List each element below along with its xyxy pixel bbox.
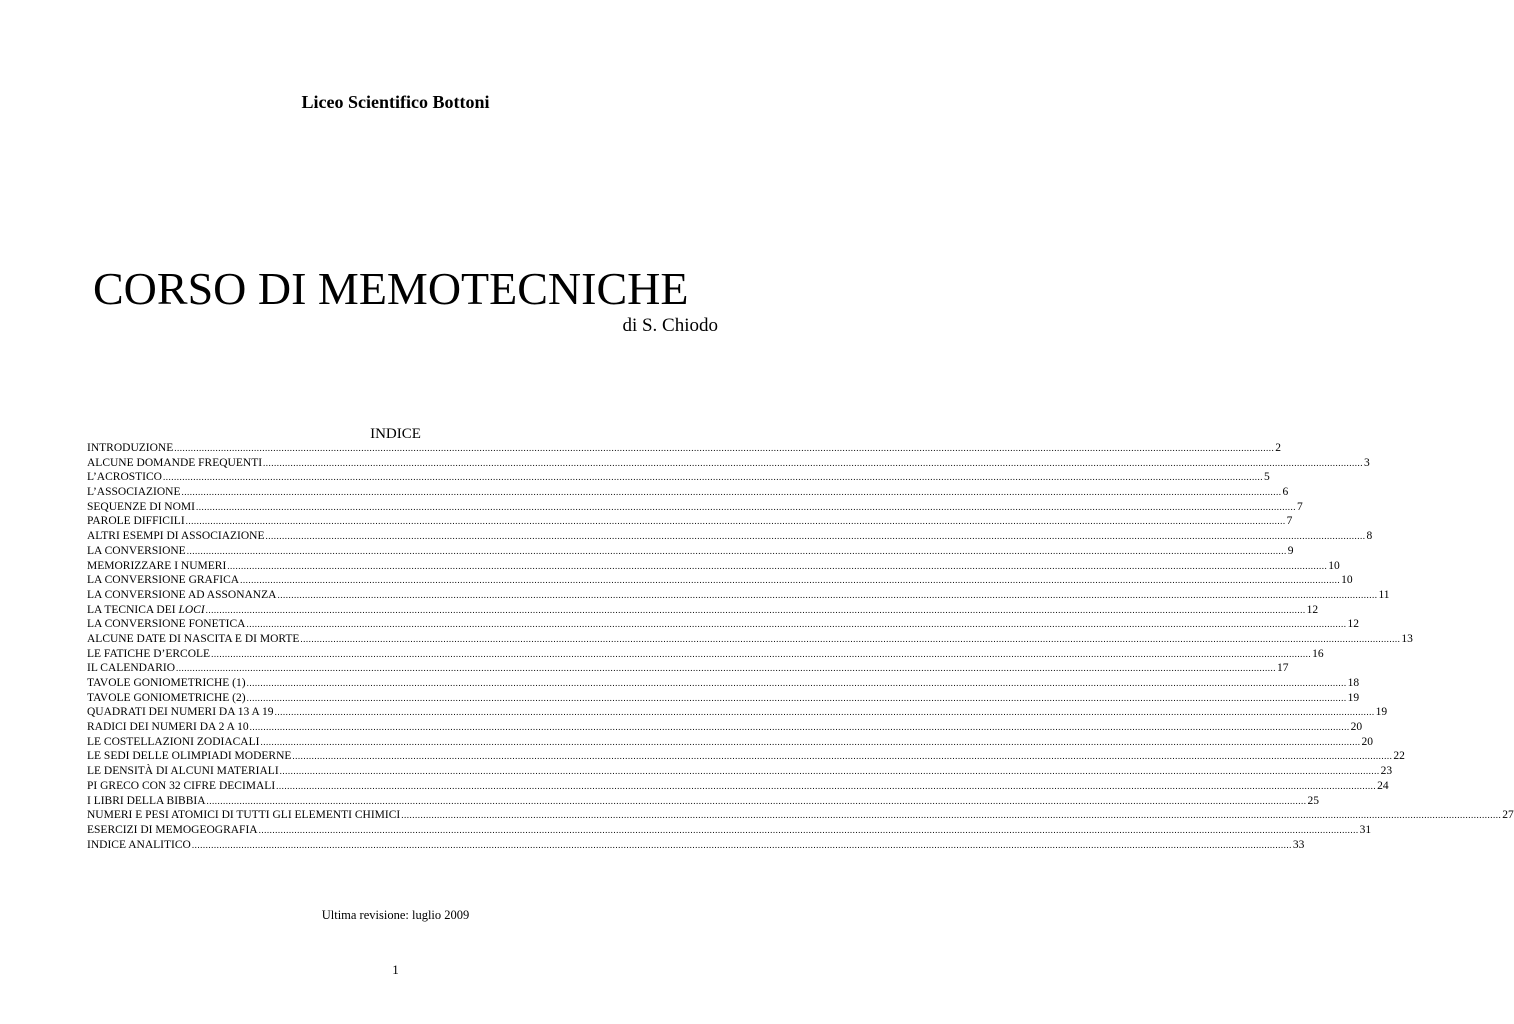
toc-dot-leader: ................................................................................................................................................................................................................................................................................................................................................................................................................: [246, 692, 1347, 703]
toc-entry-title: [87, 559, 226, 574]
toc-dot-leader: ................................................................................................................................................................................................................................................................................................................................................................................................................: [265, 531, 1366, 542]
toc-entry-page: 7: [1296, 500, 1303, 513]
toc-entry[interactable]: [87, 647, 1324, 662]
toc-entry-page: 23: [1380, 765, 1393, 778]
toc-dot-leader: ................................................................................................................................................................................................................................................................................................................................................................................................................: [195, 501, 1296, 512]
toc-dot-leader: ................................................................................................................................................................................................................................................................................................................................................................................................................: [300, 633, 1401, 644]
toc-dot-leader: ................................................................................................................................................................................................................................................................................................................................................................................................................: [162, 472, 1263, 483]
page-number: 1: [392, 962, 399, 977]
toc-dot-leader: ................................................................................................................................................................................................................................................................................................................................................................................................................: [258, 824, 1359, 835]
toc-entry-title: [87, 838, 191, 853]
toc-entry-title-text: LE FATICHE D’ERCOLE: [87, 647, 211, 660]
toc-entry-page: 19: [1347, 691, 1360, 704]
toc-entry-title: [87, 573, 239, 588]
toc-dot-leader: ................................................................................................................................................................................................................................................................................................................................................................................................................: [263, 457, 1364, 468]
toc-entry-title-italic: LOCI: [178, 603, 205, 616]
toc-entry-title-text: IL CALENDARIO: [87, 662, 176, 675]
toc-entry-page: 33: [1292, 838, 1305, 851]
toc-entry[interactable]: [87, 779, 1389, 794]
toc-entry[interactable]: [87, 514, 1293, 529]
toc-entry-page: 27: [1502, 809, 1514, 822]
toc-dot-leader: ................................................................................................................................................................................................................................................................................................................................................................................................................: [205, 604, 1306, 615]
toc-entry-title: [87, 764, 279, 779]
toc-entry[interactable]: [87, 691, 1360, 706]
toc-entry[interactable]: [87, 661, 1289, 676]
toc-entry[interactable]: [87, 485, 1289, 500]
toc-entry-title-text: LA TECNICA DEI: [87, 603, 179, 616]
toc-entry-title-text: MEMORIZZARE I NUMERI: [87, 559, 227, 572]
toc-entry[interactable]: [87, 470, 1270, 485]
toc-entry-page: 12: [1306, 603, 1319, 616]
toc-entry-title: [87, 691, 246, 706]
toc-entry-title-text: RADICI DEI NUMERI DA 2 A 10: [87, 721, 249, 734]
toc-entry-title: [87, 544, 186, 559]
toc-entry-page: 22: [1393, 750, 1405, 763]
document-title: CORSO DI MEMOTECNICHE: [93, 263, 689, 314]
toc-entry-title-text: NUMERI E PESI ATOMICI DI TUTTI GLI ELEMENTI CHIMICI: [87, 809, 401, 822]
toc-entry-title: [87, 647, 210, 662]
toc-dot-leader: ................................................................................................................................................................................................................................................................................................................................................................................................................: [246, 678, 1347, 688]
toc-entry[interactable]: [87, 823, 1372, 838]
toc-entry[interactable]: [87, 838, 1305, 853]
toc-entry-title: [87, 441, 173, 456]
toc-entry-page: 31: [1359, 823, 1372, 836]
author-line: di S. Chiodo: [622, 315, 718, 336]
toc-entry-title-text: LA CONVERSIONE GRAFICA: [87, 574, 240, 587]
toc-entry[interactable]: [87, 544, 1294, 559]
toc-dot-leader: ................................................................................................................................................................................................................................................................................................................................................................................................................: [227, 560, 1328, 571]
toc-entry-title: [87, 676, 246, 691]
toc-entry-page: 18: [1347, 677, 1360, 689]
toc-entry-page: 7: [1286, 515, 1293, 528]
toc-entry-title: [87, 529, 265, 544]
toc-entry-title-text: ESERCIZI DI MEMOGEOGRAFIA: [87, 823, 258, 836]
toc-entry[interactable]: [87, 617, 1359, 632]
toc-entry-page: 16: [1312, 647, 1324, 660]
toc-entry[interactable]: [87, 676, 1360, 691]
toc-entry[interactable]: [87, 441, 1281, 456]
toc-dot-leader: ................................................................................................................................................................................................................................................................................................................................................................................................................: [211, 648, 1312, 659]
toc-entry-title-text: TAVOLE GONIOMETRICHE (1): [87, 677, 246, 689]
toc-entry-title: [87, 485, 181, 500]
toc-entry-title: [87, 749, 291, 764]
toc-entry-page: 20: [1350, 721, 1363, 734]
toc-entry[interactable]: [87, 559, 1340, 574]
toc-entry-title-text: QUADRATI DEI NUMERI DA 13 A 19: [87, 706, 274, 719]
toc-entry[interactable]: [87, 735, 1373, 750]
toc-entry-page: 11: [1378, 588, 1390, 601]
toc-dot-leader: ................................................................................................................................................................................................................................................................................................................................................................................................................: [174, 443, 1275, 453]
toc-dot-leader: ................................................................................................................................................................................................................................................................................................................................................................................................................: [249, 722, 1350, 733]
toc-dot-leader: ................................................................................................................................................................................................................................................................................................................................................................................................................: [292, 751, 1393, 762]
toc-entry-title: [87, 823, 258, 838]
toc-dot-leader: ................................................................................................................................................................................................................................................................................................................................................................................................................: [176, 663, 1277, 674]
toc-entry-page: 5: [1263, 471, 1270, 484]
toc-dot-leader: ................................................................................................................................................................................................................................................................................................................................................................................................................: [206, 795, 1307, 806]
toc-entry[interactable]: [87, 764, 1393, 779]
toc-entry[interactable]: [87, 588, 1390, 603]
toc-entry-page: 6: [1282, 486, 1289, 499]
toc-entry-title: [87, 779, 275, 794]
toc-entry[interactable]: [87, 603, 1319, 618]
toc-entry-title-text: PAROLE DIFFICILI: [87, 515, 185, 528]
toc-entry-page: 12: [1347, 618, 1359, 631]
toc-entry-title: [87, 661, 175, 676]
toc-entry-title-text: PI GRECO CON 32 CIFRE DECIMALI: [87, 779, 276, 792]
table-of-contents: [87, 441, 1514, 852]
toc-dot-leader: ................................................................................................................................................................................................................................................................................................................................................................................................................: [240, 575, 1341, 586]
toc-dot-leader: ................................................................................................................................................................................................................................................................................................................................................................................................................: [246, 619, 1347, 630]
toc-entry-title: [87, 617, 245, 632]
toc-entry-title-text: ALCUNE DATE DI NASCITA E DI MORTE: [87, 632, 300, 645]
toc-entry[interactable]: [87, 529, 1373, 544]
toc-entry[interactable]: [87, 632, 1413, 647]
toc-entry[interactable]: [87, 573, 1353, 588]
toc-entry[interactable]: [87, 705, 1388, 720]
toc-entry-title-text: INDICE ANALITICO: [87, 838, 191, 851]
toc-entry[interactable]: [87, 808, 1514, 823]
toc-entry-title-text: LE COSTELLAZIONI ZODIACALI: [87, 735, 260, 748]
toc-entry-page: 2: [1275, 442, 1281, 454]
index-heading: INDICE: [370, 426, 421, 442]
toc-entry-title: [87, 456, 262, 471]
toc-dot-leader: ................................................................................................................................................................................................................................................................................................................................................................................................................: [279, 766, 1380, 777]
toc-entry-title: [87, 794, 206, 809]
toc-entry-title-text: LE SEDI DELLE OLIMPIADI MODERNE: [87, 750, 292, 763]
toc-dot-leader: ................................................................................................................................................................................................................................................................................................................................................................................................................: [186, 545, 1287, 556]
toc-entry-page: 24: [1377, 779, 1389, 792]
toc-entry-title-text: LE DENSITÀ DI ALCUNI MATERIALI: [87, 765, 279, 778]
toc-entry[interactable]: [87, 456, 1370, 471]
toc-dot-leader: ................................................................................................................................................................................................................................................................................................................................................................................................................: [274, 707, 1375, 718]
toc-dot-leader: ................................................................................................................................................................................................................................................................................................................................................................................................................: [185, 516, 1286, 527]
toc-dot-leader: ................................................................................................................................................................................................................................................................................................................................................................................................................: [181, 487, 1282, 498]
toc-entry-title: [87, 808, 400, 823]
toc-entry-page: 10: [1341, 574, 1353, 587]
toc-entry-page: 3: [1364, 456, 1370, 469]
toc-entry-title-text: L’ASSOCIAZIONE: [87, 486, 181, 499]
toc-entry-page: 10: [1328, 559, 1340, 572]
school-name: Liceo Scientifico Bottoni: [301, 92, 490, 112]
toc-entry-title-text: I LIBRI DELLA BIBBIA: [87, 794, 206, 807]
toc-entry-title: [87, 720, 249, 735]
toc-entry-title: [87, 500, 195, 515]
toc-entry-title: [87, 470, 162, 485]
toc-entry-title: [87, 705, 274, 720]
toc-entry-page: 8: [1366, 530, 1373, 543]
toc-entry-page: 17: [1277, 662, 1289, 675]
toc-entry[interactable]: [87, 720, 1363, 735]
toc-entry-page: 9: [1287, 544, 1294, 557]
toc-dot-leader: ................................................................................................................................................................................................................................................................................................................................................................................................................: [401, 810, 1502, 821]
toc-entry-page: 19: [1375, 706, 1388, 719]
toc-entry-title-text: LA CONVERSIONE AD ASSONANZA: [87, 588, 277, 601]
toc-dot-leader: ................................................................................................................................................................................................................................................................................................................................................................................................................: [277, 589, 1378, 600]
toc-entry-title-text: TAVOLE GONIOMETRICHE (2): [87, 691, 246, 704]
toc-dot-leader: ................................................................................................................................................................................................................................................................................................................................................................................................................: [260, 736, 1361, 747]
toc-dot-leader: ................................................................................................................................................................................................................................................................................................................................................................................................................: [276, 780, 1377, 791]
toc-entry-title-text: ALCUNE DOMANDE FREQUENTI: [87, 456, 263, 469]
toc-entry-page: 20: [1361, 735, 1373, 748]
toc-entry[interactable]: [87, 749, 1405, 764]
toc-entry-title-text: LA CONVERSIONE: [87, 544, 186, 557]
toc-entry[interactable]: [87, 500, 1303, 515]
toc-dot-leader: ................................................................................................................................................................................................................................................................................................................................................................................................................: [191, 839, 1292, 850]
toc-entry-title-text: LA CONVERSIONE FONETICA: [87, 618, 246, 631]
toc-entry-title: [87, 632, 299, 647]
toc-entry-title: [87, 603, 205, 618]
toc-entry-title-text: INTRODUZIONE: [87, 442, 174, 454]
toc-entry-page: 25: [1307, 794, 1320, 807]
revision-date: Ultima revisione: luglio 2009: [321, 908, 470, 922]
toc-entry-title-text: L’ACROSTICO: [87, 471, 162, 484]
toc-entry-title: [87, 588, 276, 603]
toc-entry-title-text: SEQUENZE DI NOMI: [87, 500, 195, 513]
toc-entry-title-text: ALTRI ESEMPI DI ASSOCIAZIONE: [87, 530, 265, 543]
toc-entry-title: [87, 514, 185, 529]
toc-entry[interactable]: [87, 794, 1320, 809]
toc-entry-page: 13: [1401, 632, 1413, 645]
toc-entry-title: [87, 735, 259, 750]
